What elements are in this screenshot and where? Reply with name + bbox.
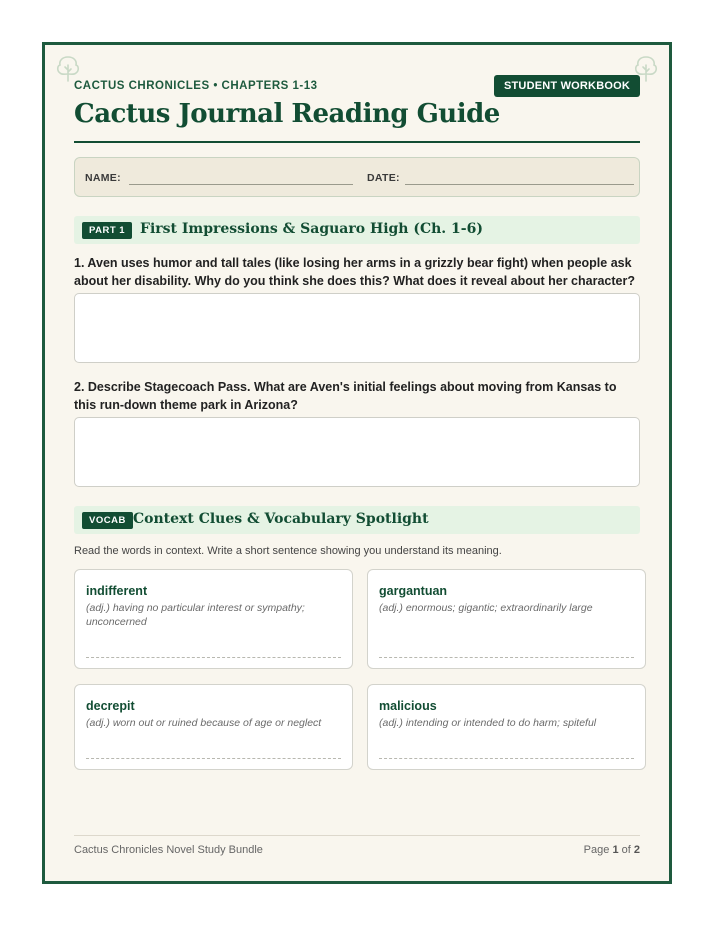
answer-box-2[interactable] <box>74 417 640 487</box>
vocab-answer-line[interactable] <box>379 657 634 658</box>
vocab-answer-line[interactable] <box>86 657 341 658</box>
date-field[interactable] <box>405 184 634 185</box>
vocab-title: Context Clues & Vocabulary Spotlight <box>133 511 429 527</box>
answer-box-1[interactable] <box>74 293 640 363</box>
vocab-card <box>367 569 646 669</box>
page-indicator <box>584 844 640 856</box>
part1-title: First Impressions & Saguaro High (Ch. 1-6) <box>140 221 483 237</box>
name-date-box <box>74 157 640 197</box>
date-label: DATE: <box>367 172 400 184</box>
tree-icon <box>55 55 81 83</box>
question-2: 2. Describe Stagecoach Pass. What are Aven's initial feelings about moving from Kansas to this run-down theme park in Arizona? <box>74 380 617 412</box>
name-label: NAME: <box>85 172 121 184</box>
page-prefix: Page <box>583 844 610 856</box>
student-workbook-badge: STUDENT WORKBOOK <box>494 75 640 97</box>
part1-tag: PART 1 <box>82 222 132 239</box>
page-total: 2 <box>633 844 640 856</box>
page-of: of <box>621 844 631 856</box>
part1-section-header <box>74 216 640 244</box>
vocab-tag: VOCAB <box>82 512 133 529</box>
worksheet-page <box>42 42 672 884</box>
vocab-definition: (adj.) worn out or ruined because of age or neglect <box>86 717 322 729</box>
vocab-card <box>74 684 353 770</box>
page-title: Cactus Journal Reading Guide <box>74 99 500 129</box>
vocab-definition: (adj.) having no particular interest or sympathy; unconcerned <box>86 602 305 628</box>
footer-bundle-name: Cactus Chronicles Novel Study Bundle <box>74 844 263 856</box>
vocab-section-header <box>74 506 640 534</box>
vocab-word: gargantuan <box>379 584 448 598</box>
name-field[interactable] <box>129 184 353 185</box>
vocab-card <box>74 569 353 669</box>
title-divider <box>74 141 640 143</box>
question-1: 1. Aven uses humor and tall tales (like losing her arms in a grizzly bear fight) when people ask about her disability. Why do you think she does this? What does it reveal about her character? <box>74 256 635 288</box>
vocab-word: decrepit <box>86 699 135 713</box>
vocab-definition: (adj.) enormous; gigantic; extraordinarily large <box>379 602 593 614</box>
vocab-instruction: Read the words in context. Write a short sentence showing you understand its meaning. <box>74 545 502 557</box>
vocab-word: malicious <box>379 699 437 713</box>
footer-divider <box>74 835 640 836</box>
series-kicker: CACTUS CHRONICLES • CHAPTERS 1-13 <box>74 80 318 92</box>
vocab-definition: (adj.) intending or intended to do harm; spiteful <box>379 717 597 729</box>
page-current: 1 <box>612 844 619 856</box>
vocab-answer-line[interactable] <box>86 758 341 759</box>
vocab-answer-line[interactable] <box>379 758 634 759</box>
vocab-word: indifferent <box>86 584 148 598</box>
vocab-card <box>367 684 646 770</box>
